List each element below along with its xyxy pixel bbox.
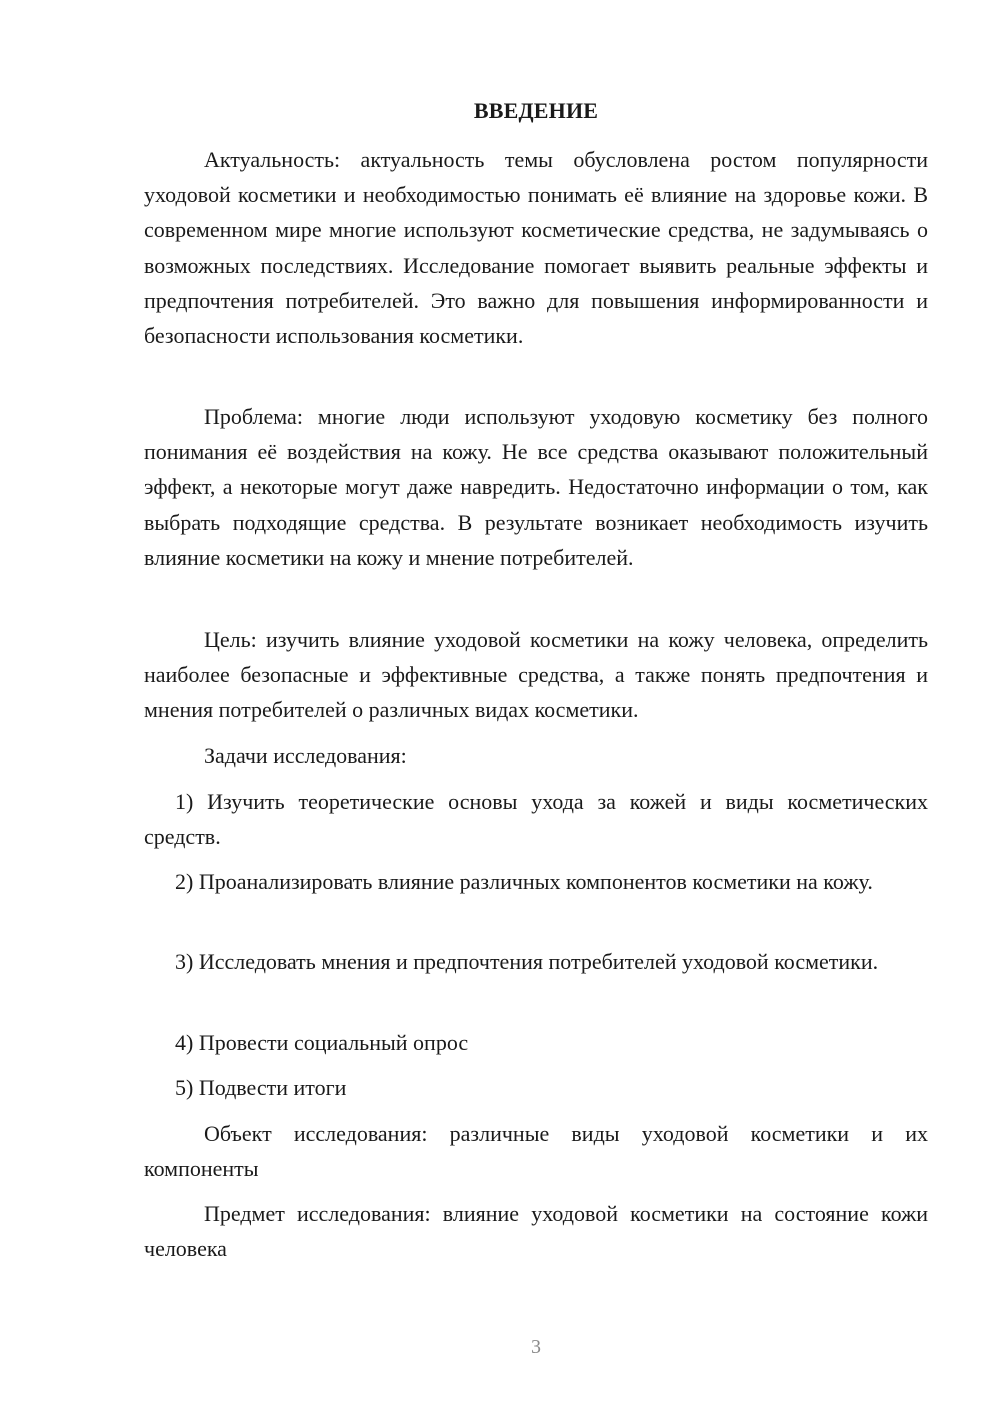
task-item: 3) Исследовать мнения и предпочтения потребителей уходовой косметики.	[175, 949, 879, 974]
relevance-paragraph: Актуальность: актуальность темы обусловлена ростом популярности уходовой косметики и необходимостью понимать её влияние на здоровье кожи. В современном мире многие используют косметические средства, не задумываясь о возможных последствиях. Исследование помогает выявить реальные эффекты и предпочтения потребителей. Это важно для повышения информированности и безопасности использования косметики.	[144, 147, 928, 349]
tasks-heading: Задачи исследования:	[204, 743, 407, 768]
problem-paragraph: Проблема: многие люди используют уходовую косметику без полного понимания её воздействия на кожу. Не все средства оказывают положительный эффект, а некоторые могут даже навредить. Недостаточно информации о том, как выбрать подходящие средства. В результате возникает необходимость изучить влияние косметики на кожу и мнение потребителей.	[144, 404, 928, 570]
page-number: 3	[531, 1336, 541, 1358]
task-item: 4) Провести социальный опрос	[175, 1030, 469, 1055]
task-item: 5) Подвести итоги	[175, 1075, 347, 1100]
research-object-paragraph: Объект исследования: различные виды уходовой косметики и их компоненты	[144, 1121, 928, 1182]
research-subject-paragraph: Предмет исследования: влияние уходовой косметики на состояние кожи человека	[144, 1201, 928, 1262]
page-title: ВВЕДЕНИЕ	[473, 98, 599, 123]
task-item: 2) Проанализировать влияние различных компонентов косметики на кожу.	[175, 869, 873, 894]
goal-paragraph: Цель: изучить влияние уходовой косметики на кожу человека, определить наиболее безопасные и эффективные средства, а также понять предпочтения и мнения потребителей о различных видах косметики.	[144, 627, 928, 723]
task-item: 1) Изучить теоретические основы ухода за кожей и виды косметических средств.	[144, 789, 928, 850]
